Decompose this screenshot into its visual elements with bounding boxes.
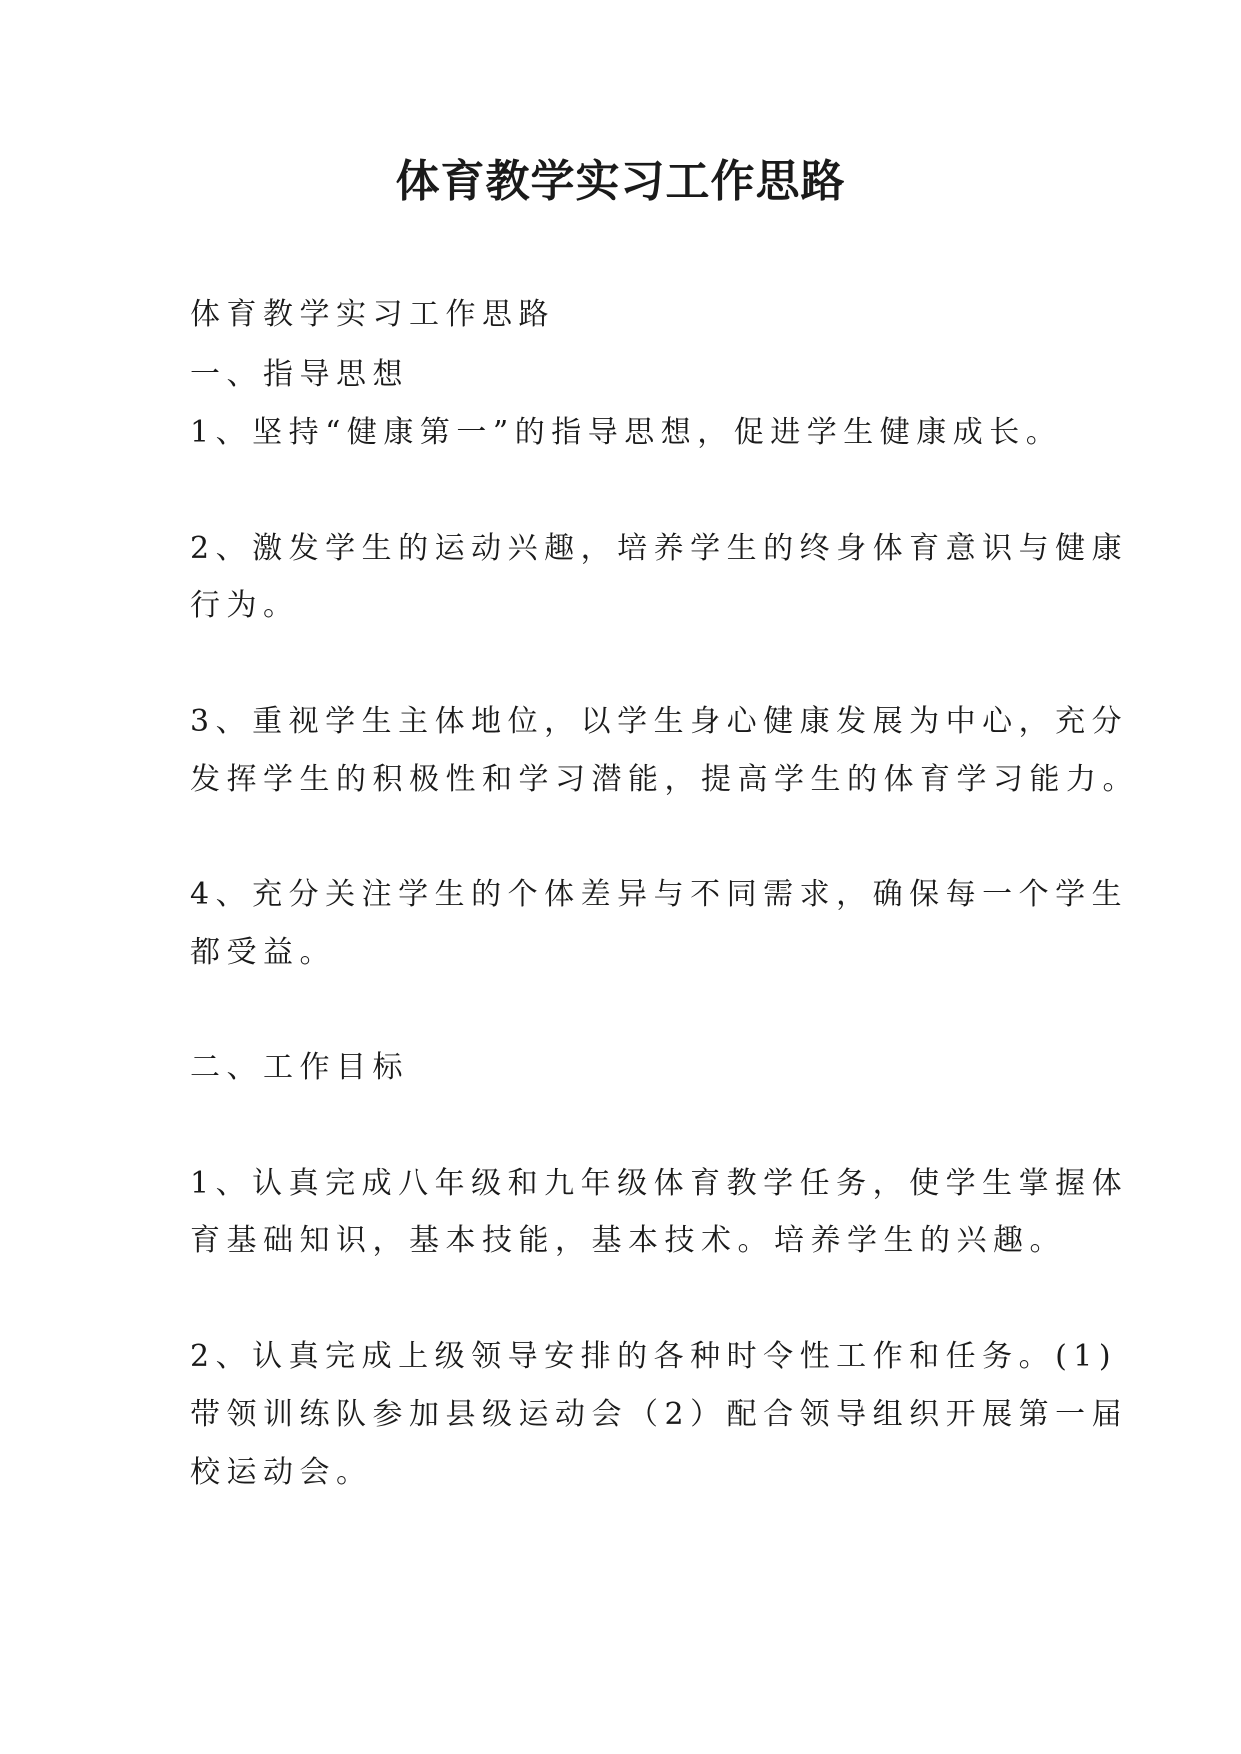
text-line-subtitle: 体育教学实习工作思路	[190, 297, 555, 332]
text-line-heading-work-goals: 二、工作目标	[190, 1050, 409, 1085]
text-line: 1、坚持“健康第一”的指导思想，促进学生健康成长。	[190, 415, 1063, 450]
text-line: 2、认真完成上级领导安排的各种时令性工作和任务。(1)	[190, 1339, 1118, 1374]
text-line: 校运动会。	[190, 1455, 373, 1490]
text-line: 行为。	[190, 588, 300, 623]
text-line: 带领训练队参加县级运动会（2）配合领导组织开展第一届	[190, 1397, 1129, 1432]
text-line: 3、重视学生主体地位，以学生身心健康发展为中心，充分	[190, 704, 1129, 739]
document-title: 体育教学实习工作思路	[395, 156, 846, 207]
text-line: 4、充分关注学生的个体差异与不同需求，确保每一个学生	[190, 877, 1129, 912]
text-line: 发挥学生的积极性和学习潜能，提高学生的体育学习能力。	[190, 762, 1139, 797]
text-line: 1、认真完成八年级和九年级体育教学任务，使学生掌握体	[190, 1166, 1129, 1201]
text-line-heading-guiding-ideology: 一、指导思想	[190, 357, 409, 392]
text-line: 2、激发学生的运动兴趣，培养学生的终身体育意识与健康	[190, 531, 1129, 566]
text-line: 育基础知识，基本技能，基本技术。培养学生的兴趣。	[190, 1223, 1066, 1258]
text-line: 都受益。	[190, 935, 336, 970]
